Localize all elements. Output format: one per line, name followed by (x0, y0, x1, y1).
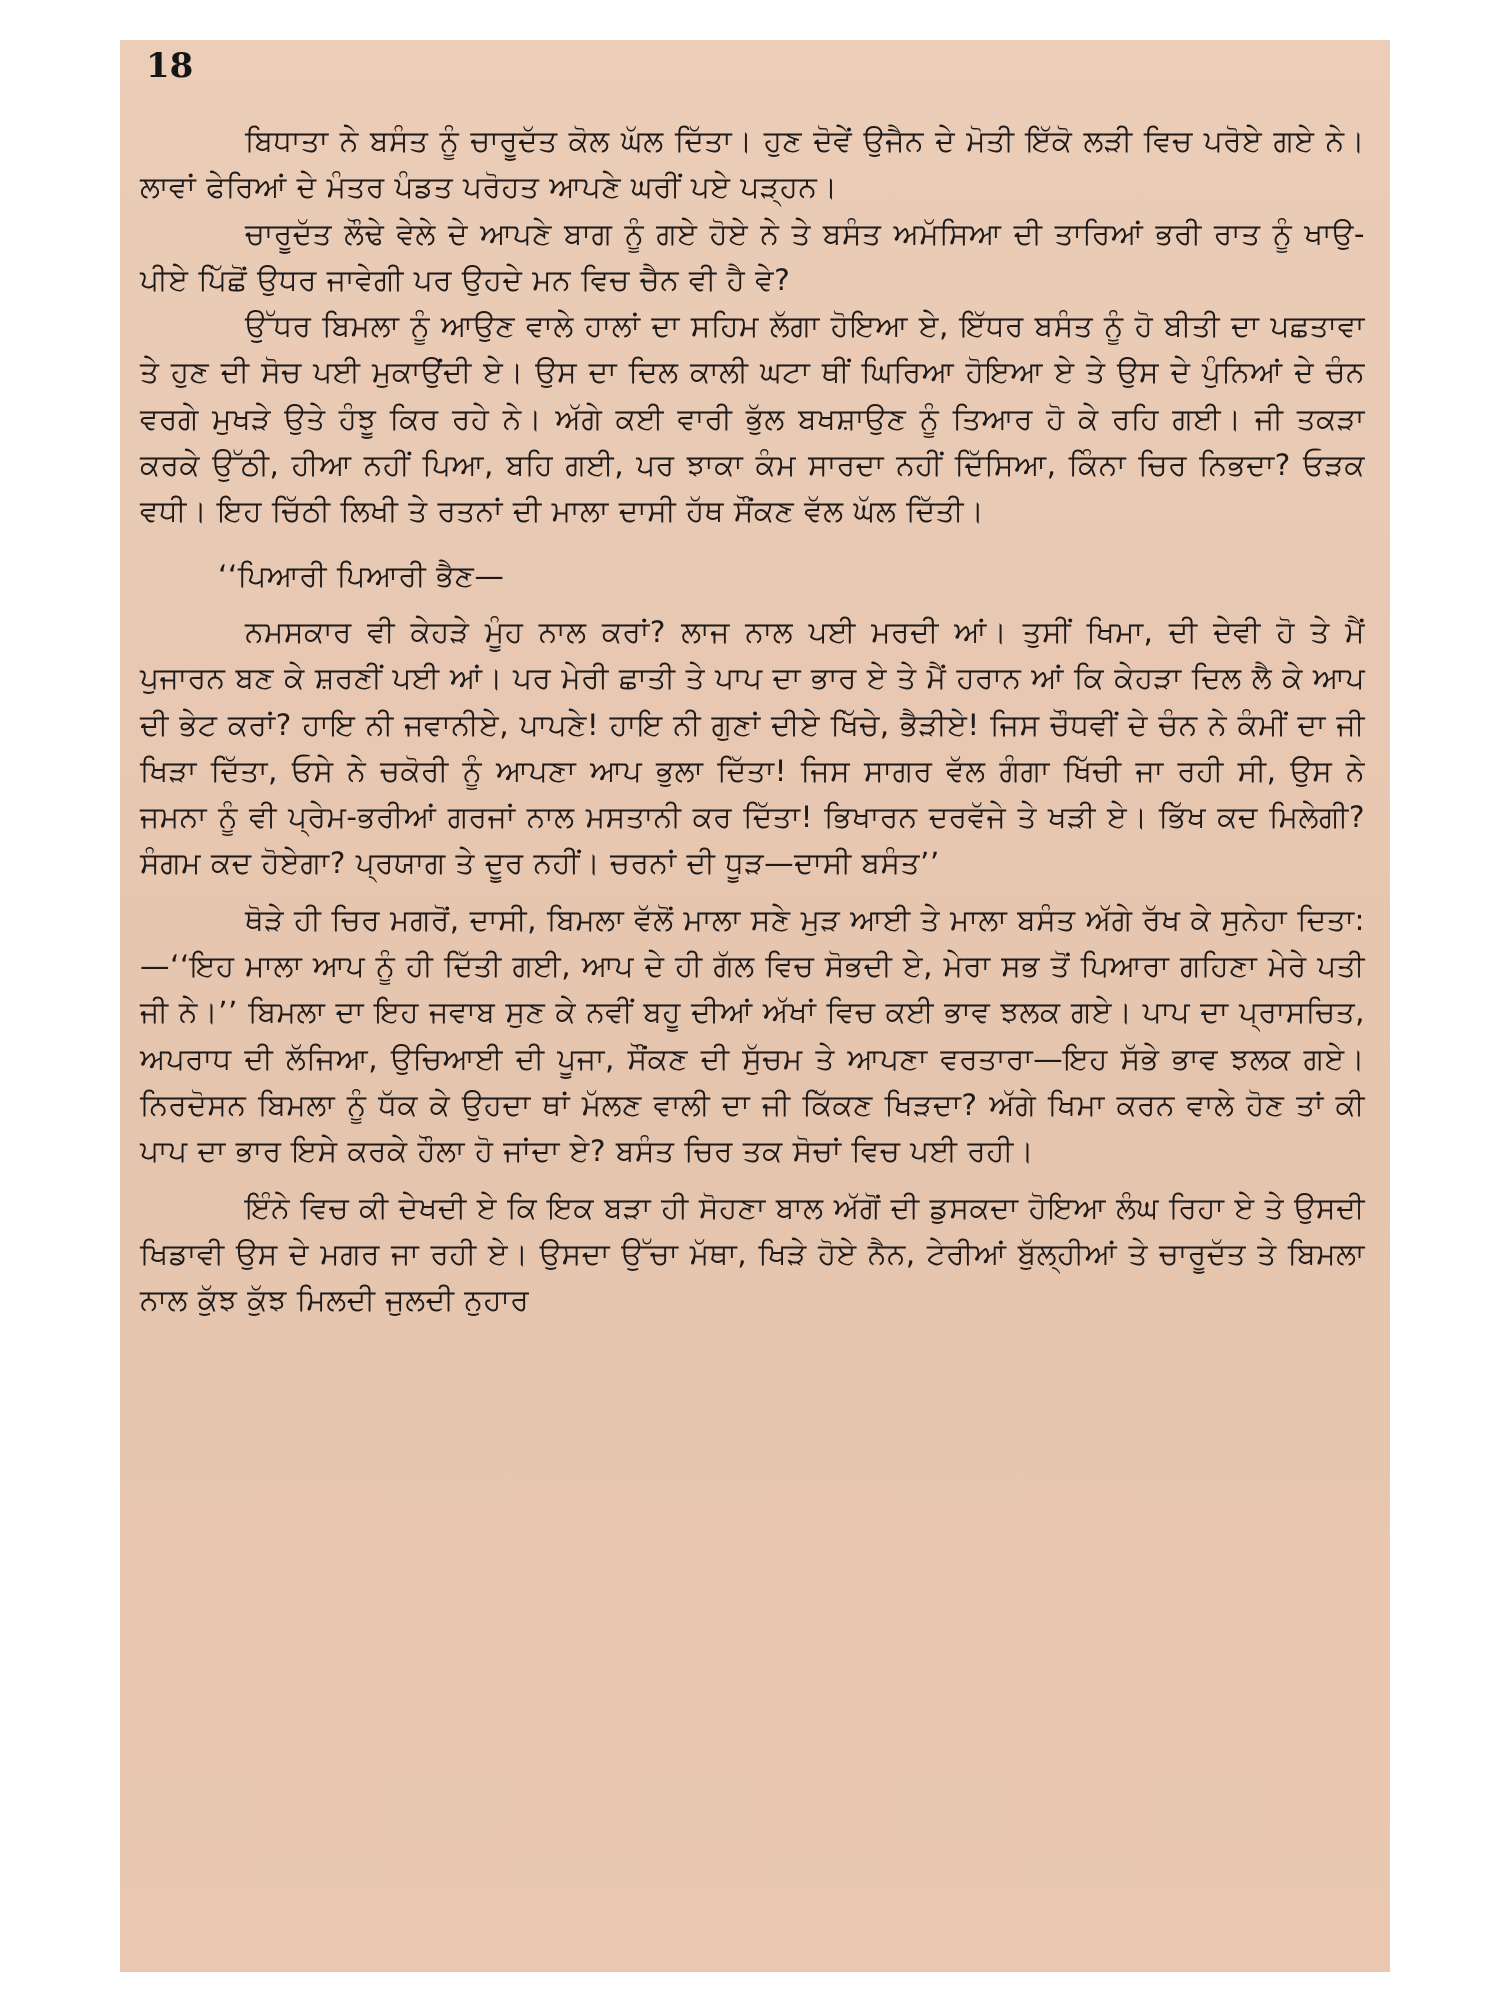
page-text (140, 118, 1365, 1323)
letter-body: ਨਮਸਕਾਰ ਵੀ ਕੇਹੜੇ ਮੂੰਹ ਨਾਲ ਕਰਾਂ? ਲਾਜ ਨਾਲ ਪਈ ਮਰਦੀ ਆਂ। ਤੁਸੀਂ ਖਿਮਾ, ਦੀ ਦੇਵੀ ਹੋ ਤੇ ਮੈਂ ਪੁਜਾਰਨ ਬਣ ਕੇ ਸ਼ਰਣੀਂ ਪਈ ਆਂ। ਪਰ ਮੇਰੀ ਛਾਤੀ ਤੇ ਪਾਪ ਦਾ ਭਾਰ ਏ ਤੇ ਮੈਂ ਹਰਾਨ ਆਂ ਕਿ ਕੇਹੜਾ ਦਿਲ ਲੈ ਕੇ ਆਪ ਦੀ ਭੇਟ ਕਰਾਂ? ਹਾਇ ਨੀ ਜਵਾਨੀਏ, ਪਾਪਣੇ! ਹਾਇ ਨੀ ਗੁਣਾਂ ਦੀਏ ਖਿੱਚੇ, ਭੈੜੀਏ! ਜਿਸ ਚੌਧਵੀਂ ਦੇ ਚੰਨ ਨੇ ਕੰਮੀਂ ਦਾ ਜੀ ਖਿੜਾ ਦਿੱਤਾ, ਓਸੇ ਨੇ ਚਕੋਰੀ ਨੂੰ ਆਪਣਾ ਆਪ ਭੁਲਾ ਦਿੱਤਾ! ਜਿਸ ਸਾਗਰ ਵੱਲ ਗੰਗਾ ਖਿੱਚੀ ਜਾ ਰਹੀ ਸੀ, ਉਸ ਨੇ ਜਮਨਾ ਨੂੰ ਵੀ ਪ੍ਰੇਮ-ਭਰੀਆਂ ਗਰਜਾਂ ਨਾਲ ਮਸਤਾਨੀ ਕਰ ਦਿੱਤਾ! ਭਿਖਾਰਨ ਦਰਵੱਜੇ ਤੇ ਖੜੀ ਏ। ਭਿੱਖ ਕਦ ਮਿਲੇਗੀ? ਸੰਗਮ ਕਦ ਹੋਏਗਾ? ਪ੍ਰਯਾਗ ਤੇ ਦੂਰ ਨਹੀਂ। ਚਰਨਾਂ ਦੀ ਧੂੜ—ਦਾਸੀ ਬਸੰਤ’’ (140, 614, 1365, 881)
paragraph: ਉੱਧਰ ਬਿਮਲਾ ਨੂੰ ਆਉਣ ਵਾਲੇ ਹਾਲਾਂ ਦਾ ਸਹਿਮ ਲੱਗਾ ਹੋਇਆ ਏ, ਇੱਧਰ ਬਸੰਤ ਨੂੰ ਹੋ ਬੀਤੀ ਦਾ ਪਛਤਾਵਾ ਤੇ ਹੁਣ ਦੀ ਸੋਚ ਪਈ ਮੁਕਾਉਂਦੀ ਏ। ਉਸ ਦਾ ਦਿਲ ਕਾਲੀ ਘਟਾ ਥੀਂ ਘਿਰਿਆ ਹੋਇਆ ਏ ਤੇ ਉਸ ਦੇ ਪੁੰਨਿਆਂ ਦੇ ਚੰਨ ਵਰਗੇ ਮੁਖੜੇ ਉਤੇ ਹੰਝੂ ਕਿਰ ਰਹੇ ਨੇ। ਅੱਗੇ ਕਈ ਵਾਰੀ ਭੁੱਲ ਬਖਸ਼ਾਉਣ ਨੂੰ ਤਿਆਰ ਹੋ ਕੇ ਰਹਿ ਗਈ। ਜੀ ਤਕੜਾ ਕਰਕੇ ਉੱਠੀ, ਹੀਆ ਨਹੀਂ ਪਿਆ, ਬਹਿ ਗਈ, ਪਰ ਝਾਕਾ ਕੰਮ ਸਾਰਦਾ ਨਹੀਂ ਦਿੱਸਿਆ, ਕਿੰਨਾ ਚਿਰ ਨਿਭਦਾ? ਓੜਕ ਵਧੀ। ਇਹ ਚਿੱਠੀ ਲਿਖੀ ਤੇ ਰਤਨਾਂ ਦੀ ਮਾਲਾ ਦਾਸੀ ਹੱਥ ਸੌਂਕਣ ਵੱਲ ਘੱਲ ਦਿੱਤੀ। (140, 309, 1365, 529)
paragraph: ਇੰਨੇ ਵਿਚ ਕੀ ਦੇਖਦੀ ਏ ਕਿ ਇਕ ਬੜਾ ਹੀ ਸੋਹਣਾ ਬਾਲ ਅੱਗੋਂ ਦੀ ਡੁਸਕਦਾ ਹੋਇਆ ਲੰਘ ਰਿਹਾ ਏ ਤੇ ਉਸਦੀ ਖਿਡਾਵੀ ਉਸ ਦੇ ਮਗਰ ਜਾ ਰਹੀ ਏ। ਉਸਦਾ ਉੱਚਾ ਮੱਥਾ, ਖਿੜੇ ਹੋਏ ਨੈਨ, ਟੇਰੀਆਂ ਬੁੱਲ੍ਹੀਆਂ ਤੇ ਚਾਰੂਦੱਤ ਤੇ ਬਿਮਲਾ ਨਾਲ ਕੁੱਝ ਕੁੱਝ ਮਿਲਦੀ ਜੁਲਦੀ ਨੁਹਾਰ (140, 1190, 1365, 1318)
paragraph: ਚਾਰੂਦੱਤ ਲੌਢੇ ਵੇਲੇ ਦੇ ਆਪਣੇ ਬਾਗ ਨੂੰ ਗਏ ਹੋਏ ਨੇ ਤੇ ਬਸੰਤ ਅਮੱਸਿਆ ਦੀ ਤਾਰਿਆਂ ਭਰੀ ਰਾਤ ਨੂੰ ਖਾਉ-ਪੀਏ ਪਿੱਛੋਂ ਉਧਰ ਜਾਵੇਗੀ ਪਰ ਉਹਦੇ ਮਨ ਵਿਚ ਚੈਨ ਵੀ ਹੈ ਵੇ? (140, 216, 1365, 297)
paragraph: ਥੋੜੇ ਹੀ ਚਿਰ ਮਗਰੋਂ, ਦਾਸੀ, ਬਿਮਲਾ ਵੱਲੋਂ ਮਾਲਾ ਸਣੇ ਮੁੜ ਆਈ ਤੇ ਮਾਲਾ ਬਸੰਤ ਅੱਗੇ ਰੱਖ ਕੇ ਸੁਨੇਹਾ ਦਿਤਾ:—‘‘ਇਹ ਮਾਲਾ ਆਪ ਨੂੰ ਹੀ ਦਿੱਤੀ ਗਈ, ਆਪ ਦੇ ਹੀ ਗੱਲ ਵਿਚ ਸੋਭਦੀ ਏ, ਮੇਰਾ ਸਭ ਤੋਂ ਪਿਆਰਾ ਗਹਿਣਾ ਮੇਰੇ ਪਤੀ ਜੀ ਨੇ।’’ ਬਿਮਲਾ ਦਾ ਇਹ ਜਵਾਬ ਸੁਣ ਕੇ ਨਵੀਂ ਬਹੂ ਦੀਆਂ ਅੱਖਾਂ ਵਿਚ ਕਈ ਭਾਵ ਝਲਕ ਗਏ। ਪਾਪ ਦਾ ਪ੍ਰਾਸਚਿਤ, ਅਪਰਾਧ ਦੀ ਲੱਜਿਆ, ਉਚਿਆਈ ਦੀ ਪੂਜਾ, ਸੌਂਕਣ ਦੀ ਸੁੱਚਮ ਤੇ ਆਪਣਾ ਵਰਤਾਰਾ—ਇਹ ਸੱਭੇ ਭਾਵ ਝਲਕ ਗਏ। ਨਿਰਦੋਸਨ ਬਿਮਲਾ ਨੂੰ ਧੱਕ ਕੇ ਉਹਦਾ ਥਾਂ ਮੱਲਣ ਵਾਲੀ ਦਾ ਜੀ ਕਿੱਕਣ ਖਿੜਦਾ? ਅੱਗੇ ਖਿਮਾ ਕਰਨ ਵਾਲੇ ਹੋਣ ਤਾਂ ਕੀ ਪਾਪ ਦਾ ਭਾਰ ਇਸੇ ਕਰਕੇ ਹੌਲਾ ਹੋ ਜਾਂਦਾ ਏ? ਬਸੰਤ ਚਿਰ ਤਕ ਸੋਚਾਂ ਵਿਚ ਪਈ ਰਹੀ। (140, 902, 1365, 1169)
letter-salutation: ‘‘ਪਿਆਰੀ ਪਿਆਰੀ ਭੈਣ— (218, 558, 505, 593)
page-number: 18 (146, 46, 194, 86)
paragraph: ਬਿਧਾਤਾ ਨੇ ਬਸੰਤ ਨੂੰ ਚਾਰੂਦੱਤ ਕੋਲ ਘੱਲ ਦਿੱਤਾ। ਹੁਣ ਦੋਵੇਂ ਉਜੈਨ ਦੇ ਮੋਤੀ ਇੱਕੋ ਲੜੀ ਵਿਚ ਪਰੋਏ ਗਏ ਨੇ। ਲਾਵਾਂ ਫੇਰਿਆਂ ਦੇ ਮੰਤਰ ਪੰਡਤ ਪਰੋਹਤ ਆਪਣੇ ਘਰੀਂ ਪਏ ਪੜ੍ਹਨ। (140, 124, 1365, 205)
book-page (120, 40, 1390, 1972)
